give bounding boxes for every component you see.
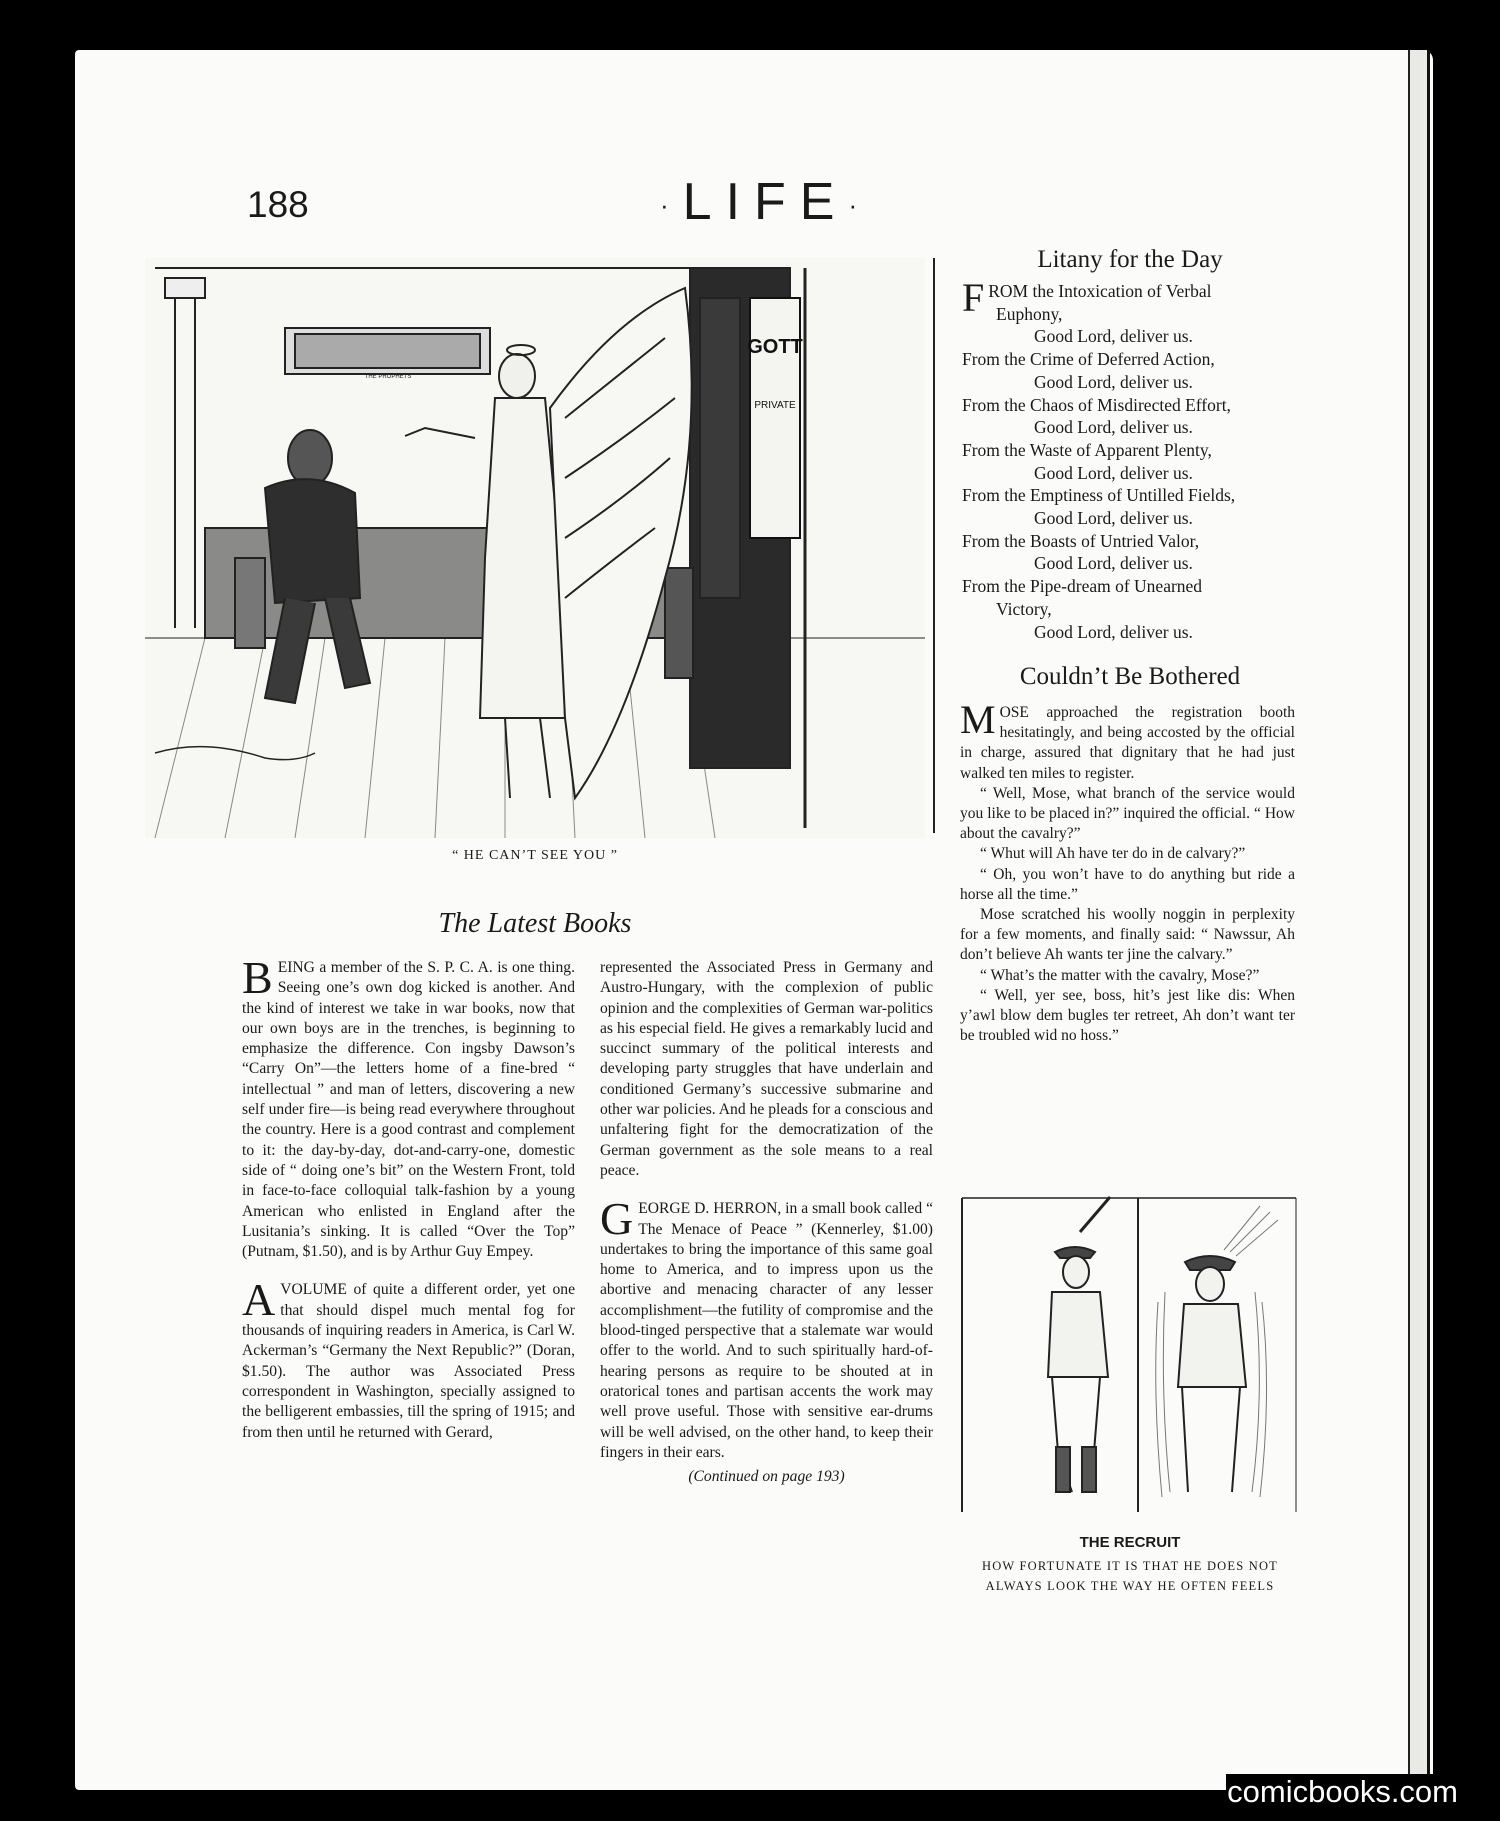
litany-line-text: ROM the Intoxication of Verbal bbox=[988, 281, 1212, 301]
litany-poem bbox=[962, 275, 1297, 643]
latest-books-paragraph-3: represented the Associated Press in Germany and Austro-Hungary, with the complexion of public opinion and the complexities of German war-politics as his especial field. He gives a remarkably lucid and succinct summary of the political interests and developing party struggles that have underlain and conditioned Germany’s successive submarine and other war policies. And he pleads for a conscious and unfaltering fight for the democratization of the German government as the sole means to a real peace. bbox=[600, 959, 933, 1179]
litany-line: Good Lord, deliver us. bbox=[1034, 621, 1193, 642]
latest-books-title: The Latest Books bbox=[438, 908, 632, 939]
bothered-paragraph: “ Whut will Ah have ter do in de calvary?” bbox=[980, 845, 1246, 863]
door-sign-label: PRIVATE bbox=[754, 400, 796, 411]
masthead bbox=[660, 172, 871, 232]
page-gutter bbox=[1408, 50, 1430, 1790]
drop-cap: A bbox=[242, 1274, 276, 1326]
watermark-logo: comicbooks.com bbox=[1226, 1774, 1458, 1814]
litany-line: Good Lord, deliver us. bbox=[1034, 326, 1193, 347]
bothered-paragraph bbox=[960, 697, 1295, 784]
litany-line: Euphony, bbox=[996, 303, 1063, 324]
paragraph-text: OSE approached the registration booth hesitatingly, and being accosted by the official in charge, assured that dignitary that he had just walked ten miles to register. bbox=[960, 704, 1295, 782]
bothered-paragraph: “ Well, Mose, what branch of the service would you like to be placed in?” inquired the official. “ How about the cavalry?” bbox=[960, 784, 1295, 843]
recruit-subtitle bbox=[950, 1556, 1310, 1596]
latest-books-paragraph-4 bbox=[600, 1193, 933, 1463]
litany-line: From the Boasts of Untried Valor, bbox=[962, 530, 1200, 551]
litany-line: From the Chaos of Misdirected Effort, bbox=[962, 394, 1231, 415]
litany-line: Good Lord, deliver us. bbox=[1034, 553, 1193, 574]
latest-books-paragraph-2 bbox=[242, 1274, 575, 1442]
door-sign-name: GOTT bbox=[747, 336, 803, 358]
drop-cap: M bbox=[960, 697, 996, 742]
litany-line: From the Crime of Deferred Action, bbox=[962, 349, 1215, 370]
page-number: 188 bbox=[247, 184, 309, 225]
column-rule bbox=[933, 258, 935, 833]
paragraph-text: EING a member of the S. P. C. A. is one thing. Seeing one’s own dog kicked is another. And the kind of interest we take in war books, now that our own boys are in the trenches, is beginning to emphasize the difference. Con ingsby Dawson’s “Carry On”—the letters home of a fine-bred “ intellectual ” and man of letters, discovering a new self under fire—is being read everywhere throughout the country. Here is a good contrast and complement to it: the day-by-day, dot-and-carry-one, domestic side of “ doing one’s bit” on the Western Front, told in face-to-face colloquial talk-fashion by a young American who enlisted in England after the Lusitania’s sinking. It is called “Over the Top” (Putnam, $1.50), and is by Arthur Guy Empey. bbox=[242, 959, 575, 1261]
masthead-dot-right: · bbox=[848, 189, 872, 220]
paragraph-text: EORGE D. HERRON, in a small book called “ The Menace of Peace ” (Kennerley, $1.00) undertakes to bring the importance of this same goal home to America, and to impress upon us the abortive and menacing character of any lesser accomplishment—the futility of compromise and the blood-tinged perspective that a stalemate war would offer to the world. And to such spiritually hard-of-hearing persons as require to be shouted at in oratorical tones and partisan accents the work may well prove useful. Those with sensitive ear-drums will be well advised, on the other hand, to keep their fingers in their ears. bbox=[600, 1200, 933, 1461]
recruit-subtitle-line-2: ALWAYS LOOK THE WAY HE OFTEN FEELS bbox=[985, 1579, 1275, 1593]
bothered-paragraph: “ Oh, you won’t have to do anything but ride a horse all the time.” bbox=[960, 865, 1295, 903]
litany-line: Victory, bbox=[996, 598, 1052, 619]
latest-books-paragraph-1 bbox=[242, 952, 575, 1262]
masthead-dot-left: · bbox=[660, 189, 683, 220]
bothered-story bbox=[960, 697, 1295, 1046]
masthead-title: LIFE bbox=[682, 173, 849, 231]
bothered-title: Couldn’t Be Bothered bbox=[1019, 663, 1241, 690]
litany-line: Good Lord, deliver us. bbox=[1034, 417, 1193, 438]
paragraph-text: VOLUME of quite a different order, yet one that should dispel much mental fog for thousands of inquiring readers in America, is Carl W. Ackerman’s “Germany the Next Republic?” (Doran, $1.50). The author was Associated Press correspondent in Washington, specially assigned to the belligerent embassies, till the spring of 1915; and from then until he returned with Gerard, bbox=[242, 1281, 575, 1441]
picture-label: THE PROPHETS bbox=[364, 374, 412, 380]
bothered-paragraph: “ What’s the matter with the cavalry, Mose?” bbox=[980, 966, 1260, 984]
litany-line: From the Emptiness of Untilled Fields, bbox=[962, 485, 1236, 506]
recruit-subtitle-line-1: HOW FORTUNATE IT IS THAT HE DOES NOT bbox=[981, 1559, 1279, 1573]
cartoon-illustration bbox=[145, 258, 925, 838]
litany-line: From the Pipe-dream of Unearned bbox=[962, 576, 1203, 597]
cartoon-caption: “ HE CAN’T SEE YOU ” bbox=[452, 848, 618, 863]
litany-line: Good Lord, deliver us. bbox=[1034, 508, 1193, 529]
litany-line: Good Lord, deliver us. bbox=[1034, 462, 1193, 483]
continued-note: (Continued on page 193) bbox=[688, 1468, 845, 1486]
recruit-illustration bbox=[960, 1192, 1300, 1522]
bothered-paragraph: Mose scratched his woolly noggin in perplexity for a few moments, and finally said: “ Nawssur, Ah don’t believe Ah wants ter jine the calvary.” bbox=[960, 906, 1295, 964]
drop-cap: G bbox=[600, 1193, 634, 1245]
drop-cap: F bbox=[962, 275, 985, 320]
litany-line: From the Waste of Apparent Plenty, bbox=[962, 439, 1212, 460]
latest-books-column-2 bbox=[600, 958, 933, 1487]
drop-cap: B bbox=[242, 952, 273, 1003]
bothered-paragraph: “ Well, yer see, boss, hit’s jest like dis: When y’awl blow dem bugles ter retreet, Ah don’t want ter be troubled wid no hoss.” bbox=[960, 986, 1295, 1045]
latest-books-column-1 bbox=[242, 952, 575, 1443]
litany-title: Litany for the Day bbox=[1037, 246, 1223, 273]
recruit-title: THE RECRUIT bbox=[1079, 1534, 1181, 1551]
litany-line: Good Lord, deliver us. bbox=[1034, 371, 1193, 392]
